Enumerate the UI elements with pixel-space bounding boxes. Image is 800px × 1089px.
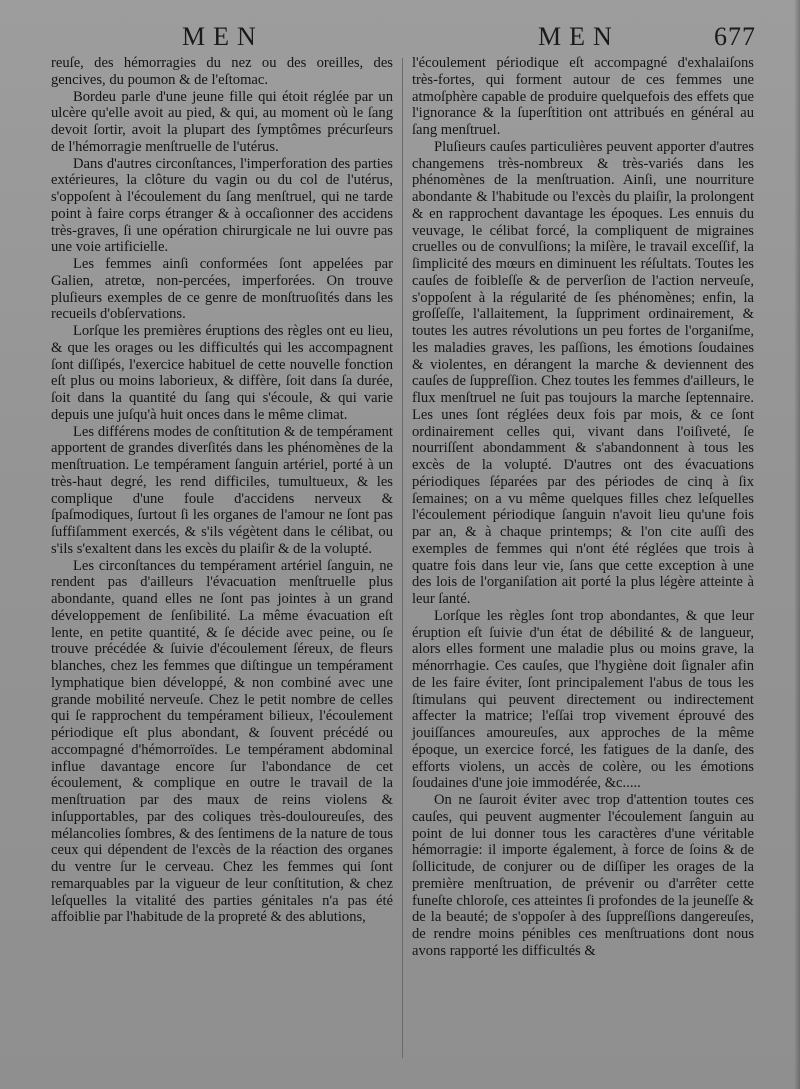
column-divider xyxy=(402,58,403,1058)
right-column xyxy=(412,55,754,960)
paragraph: Lorſque les premières éruptions des règles ont eu lieu, & que les orages ou les difficultés qui les accompagnent ſont diſſipés, l'exercice habituel de cette nouvelle fonction eſt plus ou moins laborieux, & diffère, ſoit dans ſa durée, ſoit dans la quantité du ſang qui s'écoule, & qui varie depuis une juſqu'à huit onces dans le même climat. xyxy=(51,323,393,423)
left-column xyxy=(51,55,393,926)
running-head-left: MEN xyxy=(182,22,264,51)
paragraph: Dans d'autres circonſtances, l'imperforation des parties extérieures, la clôture du vagin ou du col de l'utérus, s'oppoſent à l'écoulement du ſang menſtruel, qui ne tarde point à faire corps étranger & à occaſionner des accidens très-graves, ſi une opération chirurgicale ne lui ouvre pas une voie artificielle. xyxy=(51,155,393,256)
paragraph: l'écoulement périodique eſt accompagné d'exhalaiſons très-fortes, qui forment autour de ces femmes une atmoſphère capable de produire quelquefois des effets que l'ignorance & la ſuperſtition ont attribués en général au ſang menſtruel. xyxy=(412,55,754,138)
paragraph: On ne ſauroit éviter avec trop d'attention toutes ces cauſes, qui peuvent augmenter l'écoulement ſanguin au point de lui donner tous les caractères d'une véritable hémorragie: il importe également, à force de ſoins & de ſollicitude, de conjurer ou de diſſiper les orages de la première menſtruation, de prévenir ou d'arrêter cette funeſte chloroſe, ces atteintes ſi profondes de la jeuneſſe & de la beauté; de s'oppoſer à des ſuppreſſions dangereuſes, de rendre moins pénibles ces menſtruations dont nous avons rapporté les difficultés & xyxy=(412,792,754,959)
page-edge-shadow xyxy=(794,0,800,1089)
paragraph: Pluſieurs cauſes particulières peuvent apporter d'autres changemens très-nombreux & très-variés dans les phénomènes de la menſtruation. Ainſi, une nourriture abondante & l'habitude ou l'excès du plaiſir, la prolongent & en rapprochent davantage les époques. Les ennuis du veuvage, le célibat forcé, la compliquent de migraines cruelles ou de convulſions; la miſère, le travail exceſſif, la ſimplicité des mœurs en diminuent les réſultats. Toutes les cauſes de foibleſſe & de perverſion de l'action nerveuſe, s'oppoſent à la régularité de ſes phénomènes; enfin, la groſſeſſe, l'allaitement, la ſuppriment ordinairement, & toutes les autres révolutions un peu fortes de l'organiſme, les maladies graves, les paſſions, les émotions ſoudaines & violentes, en dérangent la marche & deviennent des cauſes de ſuppreſſion. Chez toutes les femmes d'ailleurs, le flux menſtruel ne ſuit pas toujours la marche ſeptennaire. Les unes ſont réglées deux fois par mois, & ce ſont ordinairement celles qui, vivant dans l'oiſiveté, ſe nourriſſent abondamment & s'abandonnent à tous les excès de la volupté. D'autres ont des évacuations périodiques ſéparées par des périodes de cinq à ſix ſemaines; on a vu même quelques filles chez leſquelles l'écoulement périodique ſanguin n'avoit lieu qu'une fois par an, & à chaque printemps; & l'on cite auſſi des exemples de femmes qui n'ont été réglées que trois à quatre fois dans leur vie, ſans que cette exception à une des lois de l'organiſation ait porté la plus légère atteinte à leur ſanté. xyxy=(412,138,754,607)
page-header xyxy=(0,18,800,52)
paragraph: Les femmes ainſi conformées ſont appelées par Galien, atretœ, non-percées, imperforées. On trouve pluſieurs exemples de ce genre de monſtruoſités dans les recueils d'obſervations. xyxy=(51,256,393,323)
paragraph: Lorſque les règles ſont trop abondantes, & que leur éruption eſt ſuivie d'un état de débilité & de langueur, alors elles forment une maladie plus ou moins grave, la ménorrhagie. Ces cauſes, que l'hygiène doit ſignaler afin de les faire éviter, ſont principalement l'abus de tous les ſtimulans qui peuvent directement ou indirectement affecter la matrice; l'eſſai trop vivement éprouvé des jouiſſances amoureuſes, aux approches de la même époque, un exercice forcé, les fatigues de la danſe, des efforts violens, un accès de colère, ou les émotions ſoudaines d'une joie immodérée, &c..... xyxy=(412,607,754,792)
running-head-right: MEN xyxy=(538,22,620,51)
paragraph: Bordeu parle d'une jeune fille qui étoit réglée par un ulcère qu'elle avoit au pied, & qui, au moment où le ſang devoit ſortir, avoit la plupart des ſymptômes précurſeurs de l'hémorragie menſtruelle de l'utérus. xyxy=(51,88,393,155)
paragraph: reuſe, des hémorragies du nez ou des oreilles, des gencives, du poumon & de l'eſtomac. xyxy=(51,55,393,88)
paragraph: Les différens modes de conſtitution & de tempérament apportent de grandes diverſités dans les phénomènes de la menſtruation. Le tempérament ſanguin artériel, porté à un très-haut degré, les rend difficiles, tumultueux, & les complique d'une foule d'accidens nerveux & ſpaſmodiques, ſurtout ſi les organes de l'amour ne ſont pas ſuffiſamment exercés, & s'ils végètent dans le célibat, ou s'ils s'exaltent dans les excès du plaiſir & de la volupté. xyxy=(51,423,393,557)
paragraph: Les circonſtances du tempérament artériel ſanguin, ne rendent pas d'ailleurs l'évacuation menſtruelle plus abondante, quand elles ne ſont pas jointes à un grand développement de ſenſibilité. La même évacuation eſt lente, en petite quantité, & ſe décide avec peine, ou ſe trouve précédée & ſuivie d'écoulement ſéreux, de fleurs blanches, chez les femmes que diſtingue un tempérament lymphatique bien développé, & non combiné avec une grande mobilité nerveuſe. Chez le petit nombre de celles qui ſe rapprochent du tempérament bilieux, l'écoulement périodique eſt plus abondant, & ſouvent précédé ou accompagné d'hémorroïdes. Le tempérament abdominal influe davantage encore ſur l'abondance de cet écoulement, & complique en outre le travail de la menſtruation par des maux de reins violens & inſupportables, par des coliques très-douloureuſes, des mélancolies ſombres, & des ſentimens de la nature de tous ceux qui dépendent de l'excès de la réaction des organes du ventre ſur le cerveau. Chez les femmes qui ſont remarquables par la vigueur de leur conſtitution, & chez leſquelles la vitalité des parties génitales n'a pas été affoiblie par l'habitude de la propreté & des ablutions, xyxy=(51,557,393,926)
page-number: 677 xyxy=(714,22,756,51)
